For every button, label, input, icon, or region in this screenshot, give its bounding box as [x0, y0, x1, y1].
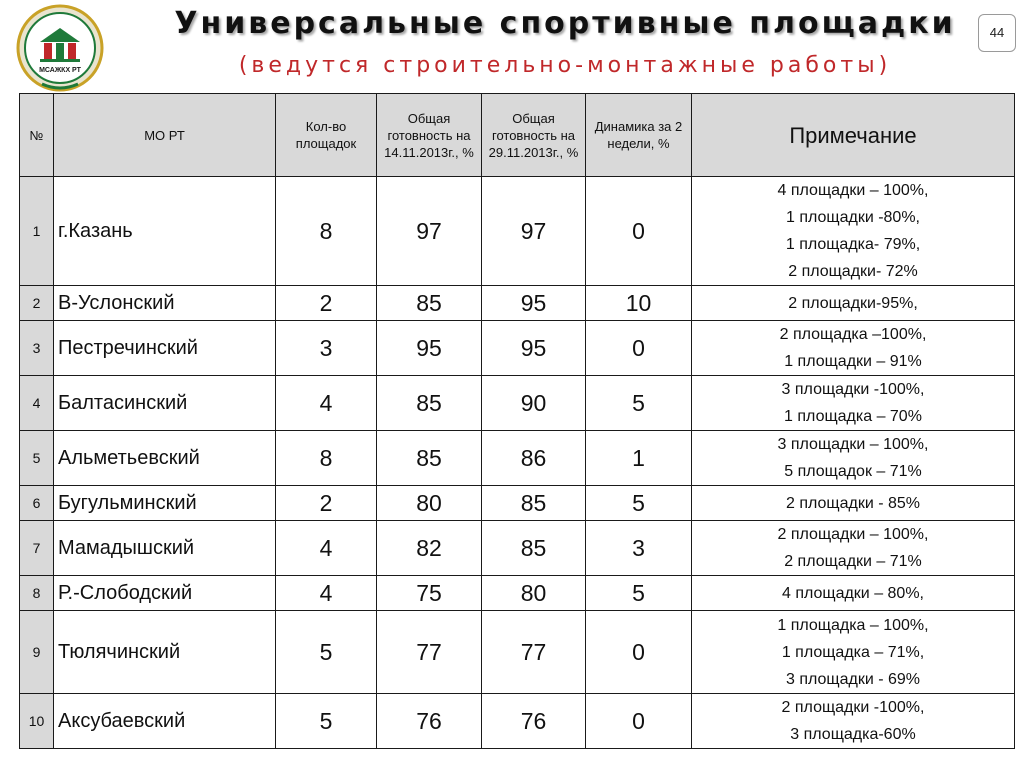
grounds-count: 3: [276, 321, 377, 376]
table-row: [20, 286, 1015, 321]
dynamics-value: 0: [586, 321, 692, 376]
grounds-count: 5: [276, 694, 377, 749]
header-num: №: [20, 94, 54, 177]
table-row: [20, 177, 1015, 286]
municipality-name: Мамадышский: [54, 521, 276, 576]
organization-logo: [10, 4, 110, 96]
header-ready-1: Общая готовность на 14.11.2013г., %: [377, 94, 482, 177]
note-line: 2 площадки – 71%: [784, 553, 922, 570]
readiness-14-11: 95: [377, 321, 482, 376]
readiness-14-11: 75: [377, 576, 482, 611]
note-cell: [692, 694, 1015, 749]
dynamics-value: 5: [586, 486, 692, 521]
grounds-count: 4: [276, 521, 377, 576]
page-subtitle: (ведутся строительно-монтажные работы): [238, 53, 892, 78]
municipality-name: Бугульминский: [54, 486, 276, 521]
note-cell: [692, 321, 1015, 376]
row-number: 3: [20, 321, 54, 376]
grounds-count: 8: [276, 177, 377, 286]
note-line: 1 площадка – 100%,: [777, 616, 929, 634]
municipality-name: Аксубаевский: [54, 694, 276, 749]
table-header-row: [20, 94, 1015, 177]
note-line: 2 площадки – 100%,: [777, 526, 929, 543]
note-line: 2 площадки-95%,: [788, 294, 918, 312]
note-cell: [692, 286, 1015, 321]
table-row: [20, 576, 1015, 611]
note-line: 2 площадки- 72%: [788, 263, 918, 280]
readiness-29-11: 85: [482, 521, 586, 576]
readiness-29-11: 90: [482, 376, 586, 431]
header-mo: МО РТ: [54, 94, 276, 177]
row-number: 2: [20, 286, 54, 321]
dynamics-value: 0: [586, 611, 692, 694]
dynamics-value: 1: [586, 431, 692, 486]
note-line: 1 площадки -80%,: [786, 209, 920, 226]
row-number: 7: [20, 521, 54, 576]
municipality-name: В-Услонский: [54, 286, 276, 321]
note-line: 3 площадки – 100%,: [777, 436, 929, 453]
note-cell: [692, 521, 1015, 576]
table-row: [20, 611, 1015, 694]
note-line: 4 площадки – 100%,: [777, 182, 929, 199]
note-line: 4 площадки – 80%,: [781, 584, 924, 602]
table-row: [20, 321, 1015, 376]
dynamics-value: 3: [586, 521, 692, 576]
row-number: 1: [20, 177, 54, 286]
grounds-count: 2: [276, 286, 377, 321]
readiness-29-11: 85: [482, 486, 586, 521]
readiness-29-11: 86: [482, 431, 586, 486]
readiness-14-11: 77: [377, 611, 482, 694]
note-cell: [692, 431, 1015, 486]
readiness-29-11: 97: [482, 177, 586, 286]
note-line: 2 площадка –100%,: [779, 326, 927, 343]
note-line: 1 площадка – 70%: [784, 408, 922, 425]
grounds-count: 2: [276, 486, 377, 521]
table-row: [20, 521, 1015, 576]
row-number: 9: [20, 611, 54, 694]
grounds-count: 4: [276, 376, 377, 431]
municipality-name: Балтасинский: [54, 376, 276, 431]
municipality-name: г.Казань: [54, 177, 276, 286]
header-count: Кол-во площадок: [276, 94, 377, 177]
readiness-29-11: 77: [482, 611, 586, 694]
row-number: 10: [20, 694, 54, 749]
note-cell: [692, 486, 1015, 521]
page-title: Универсальные спортивные площадки: [174, 6, 956, 41]
sports-grounds-table: [19, 93, 1015, 749]
table-body: [20, 177, 1015, 749]
note-line: 2 площадки -100%,: [781, 699, 925, 716]
readiness-29-11: 80: [482, 576, 586, 611]
note-cell: [692, 376, 1015, 431]
note-line: 3 площадка-60%: [790, 726, 916, 743]
readiness-14-11: 97: [377, 177, 482, 286]
header-ready-2: Общая готовность на 29.11.2013г., %: [482, 94, 586, 177]
note-cell: [692, 576, 1015, 611]
row-number: 8: [20, 576, 54, 611]
municipality-name: Альметьевский: [54, 431, 276, 486]
readiness-29-11: 76: [482, 694, 586, 749]
logo-text: МСАЖКХ РТ: [39, 67, 81, 74]
note-line: 1 площадка- 79%,: [785, 236, 921, 253]
note-cell: [692, 177, 1015, 286]
row-number: 6: [20, 486, 54, 521]
note-line: 3 площадки - 69%: [786, 670, 920, 688]
municipality-name: Тюлячинский: [54, 611, 276, 694]
grounds-count: 5: [276, 611, 377, 694]
note-line: 1 площадки – 91%: [784, 353, 922, 370]
readiness-14-11: 85: [377, 286, 482, 321]
table-row: [20, 376, 1015, 431]
readiness-14-11: 85: [377, 376, 482, 431]
table-row: [20, 431, 1015, 486]
dynamics-value: 0: [586, 177, 692, 286]
table-row: [20, 694, 1015, 749]
grounds-count: 8: [276, 431, 377, 486]
dynamics-value: 0: [586, 694, 692, 749]
note-line: 5 площадок – 71%: [784, 463, 922, 480]
note-line: 3 площадки -100%,: [781, 381, 925, 398]
municipality-name: Р.-Слободский: [54, 576, 276, 611]
note-line: 1 площадка – 71%,: [781, 643, 925, 661]
grounds-count: 4: [276, 576, 377, 611]
readiness-14-11: 80: [377, 486, 482, 521]
readiness-29-11: 95: [482, 286, 586, 321]
note-cell: [692, 611, 1015, 694]
note-line: 2 площадки - 85%: [786, 494, 920, 512]
readiness-14-11: 85: [377, 431, 482, 486]
dynamics-value: 5: [586, 576, 692, 611]
page-number: 44: [978, 14, 1016, 52]
readiness-29-11: 95: [482, 321, 586, 376]
dynamics-value: 5: [586, 376, 692, 431]
readiness-14-11: 76: [377, 694, 482, 749]
row-number: 5: [20, 431, 54, 486]
row-number: 4: [20, 376, 54, 431]
municipality-name: Пестречинский: [54, 321, 276, 376]
table-row: [20, 486, 1015, 521]
dynamics-value: 10: [586, 286, 692, 321]
header-dynamics: Динамика за 2 недели, %: [586, 94, 692, 177]
header-note: Примечание: [692, 94, 1015, 177]
readiness-14-11: 82: [377, 521, 482, 576]
